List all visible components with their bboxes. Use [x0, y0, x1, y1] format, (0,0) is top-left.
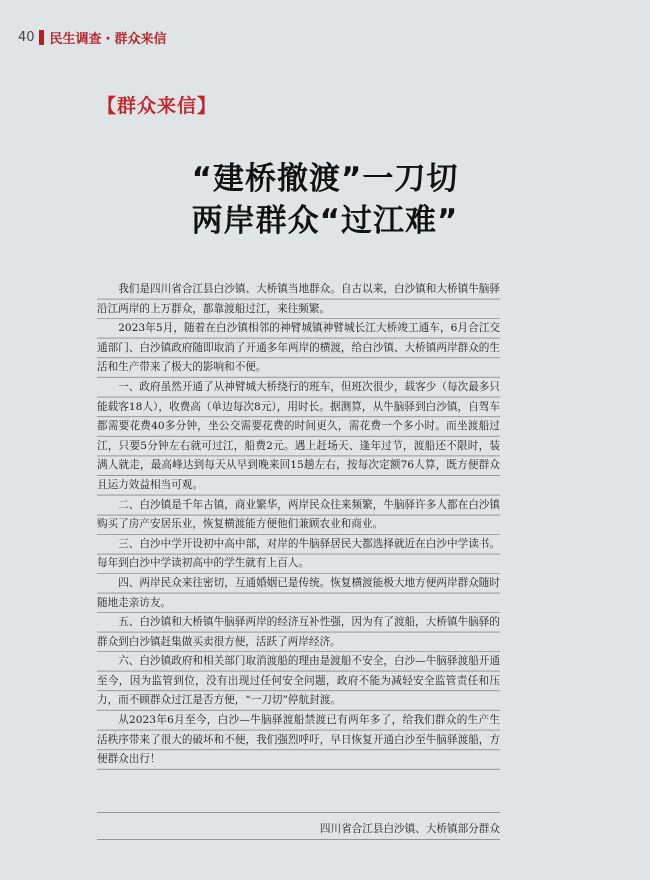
- paragraph-5: 三、白沙中学开设初中高中部，对岸的牛脑驿居民大都选择就近在白沙中学读书。每年到白沙中学读初高中的学生就有上百人。: [97, 535, 500, 574]
- header-accent-bar: [39, 30, 44, 45]
- paragraph-2: 2023年5月，随着在白沙镇相邻的神臂城镇神臂城长江大桥竣工通车，6月合江交通部门、白沙镇政府随即取消了开通多年两岸的横渡，给白沙镇、大桥镇两岸群众的生活和生产带来了极大的影响和不便。: [97, 319, 500, 378]
- page-number: 40: [18, 30, 35, 45]
- column-label: 【群众来信】: [97, 95, 218, 117]
- title-line-2: 两岸群众“过江难”: [191, 203, 459, 239]
- paragraph-1: 我们是四川省合江县白沙镇、大桥镇当地群众。自古以来，白沙镇和大桥镇牛脑驿沿江两岸的上万群众，都靠渡船过江，来往频繁。: [97, 280, 500, 319]
- paragraph-7: 五、白沙镇和大桥镇牛脑驿两岸的经济互补性强，因为有了渡船，大桥镇牛脑驿的群众到白沙镇赶集做买卖很方便，活跃了两岸经济。: [97, 613, 500, 652]
- section-title: 民生调查・群众来信: [49, 32, 167, 47]
- paragraph-8: 六、白沙镇政府和相关部门取消渡船的理由是渡船不安全，白沙—牛脑驿渡船开通至今，因为监管到位，没有出现过任何安全问题，政府不能为减轻安全监管责任和压力，而不顾群众过江是否方便，“一刀切”停航封渡。: [97, 652, 500, 711]
- signature: 四川省合江县白沙镇、大桥镇部分群众: [97, 812, 500, 840]
- paragraph-3: 一、政府虽然开通了从神臂城大桥绕行的班车，但班次很少，载客少（每次最多只能载客18人），收费高（单边每次8元），用时长。据测算，从牛脑驿到白沙镇，自驾车都需要花费40多分钟，坐公交需要花费的时间更久，需花费一个多小时。而坐渡船过江，只要5分钟左右就可过江，船费2元。遇上赶场天、逢年过节，渡船还不限时，装满人就走，最高峰达到每天从早到晚来回15趟左右，按每次定额76人算，既方便群众且运力效益相当可观。: [97, 378, 500, 496]
- paragraph-9: 从2023年6月至今，白沙—牛脑驿渡船禁渡已有两年多了，给我们群众的生产生活秩序带来了很大的破坏和不便，我们强烈呼吁，早日恢复开通白沙至牛脑驿渡船，方便群众出行！: [97, 711, 500, 770]
- article-body: [97, 280, 500, 770]
- title-line-1: “建桥撤渡”一刀切: [191, 161, 459, 197]
- article-title: [0, 158, 650, 242]
- paragraph-4: 二、白沙镇是千年古镇，商业繁华，两岸民众往来频繁，牛脑驿许多人都在白沙镇购买了房产安居乐业，恢复横渡能方便他们兼顾农业和商业。: [97, 496, 500, 535]
- page-header: [18, 28, 167, 47]
- paragraph-6: 四、两岸民众来往密切，互通婚姻已是传统。恢复横渡能极大地方便两岸群众随时随地走亲访友。: [97, 574, 500, 613]
